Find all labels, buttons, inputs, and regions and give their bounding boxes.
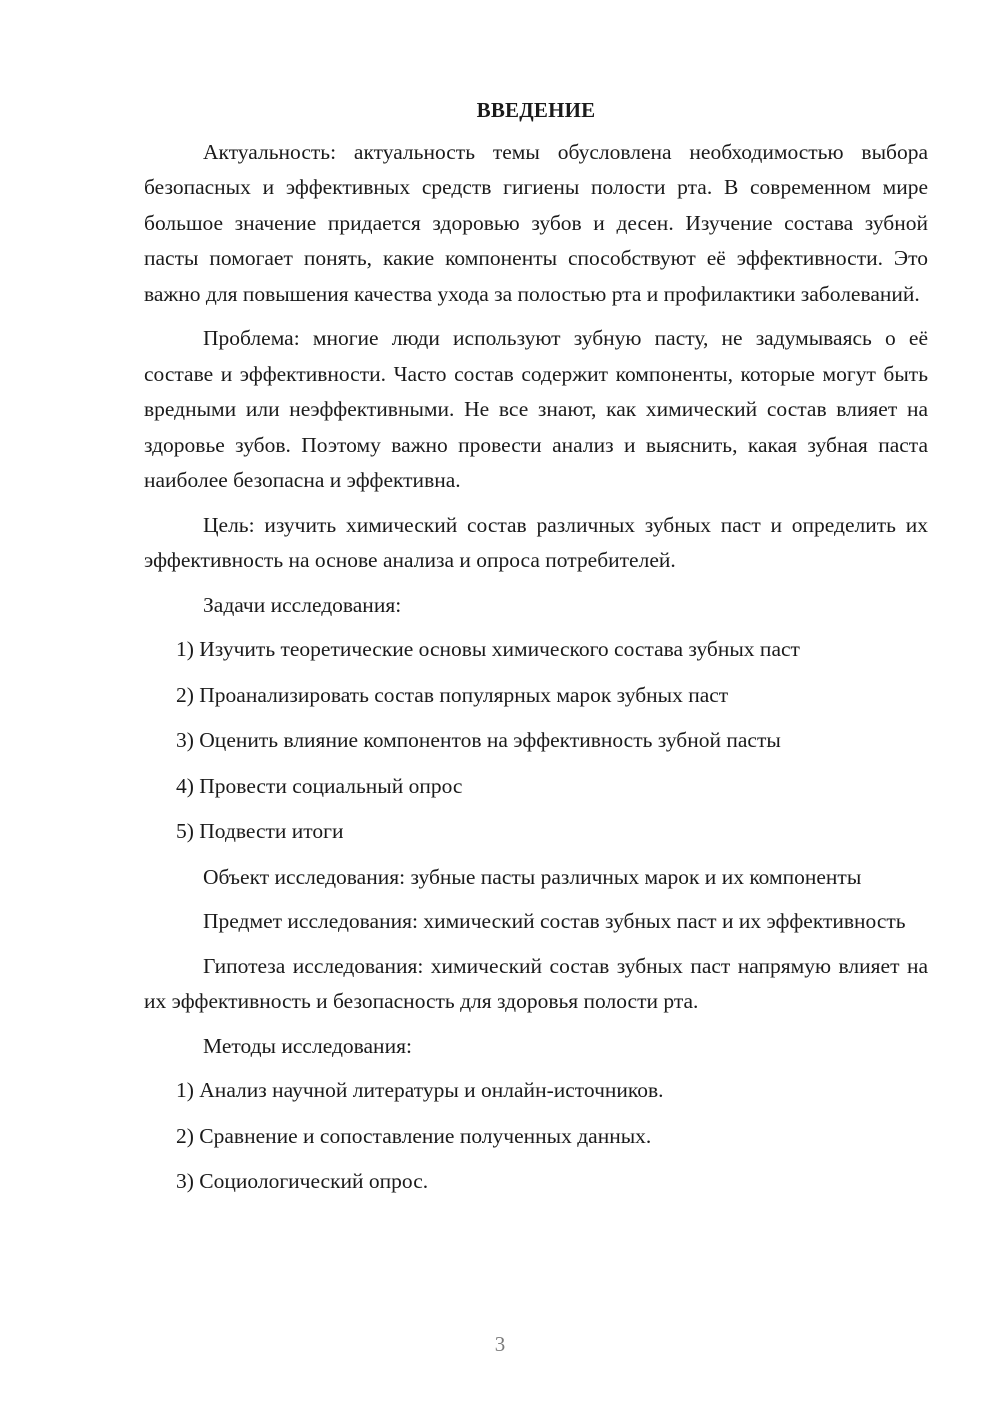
section-title: ВВЕДЕНИЕ — [476, 98, 596, 122]
hypothesis-paragraph: Гипотеза исследования: химический состав зубных паст напрямую влияет на их эффективность и безопасность для здоровья полости рта. — [144, 953, 928, 1013]
task-item: 3) Оценить влияние компонентов на эффективность зубной пасты — [176, 728, 781, 752]
task-item: 1) Изучить теоретические основы химического состава зубных паст — [176, 637, 800, 661]
method-item: 1) Анализ научной литературы и онлайн-источников. — [176, 1078, 664, 1102]
task-item: 2) Проанализировать состав популярных марок зубных паст — [176, 682, 729, 707]
methods-label: Методы исследования: — [203, 1033, 412, 1058]
object-paragraph: Объект исследования: зубные пасты различных марок и их компоненты — [203, 864, 862, 889]
tasks-list — [144, 632, 928, 860]
method-item: 2) Сравнение и сопоставление полученных данных. — [176, 1123, 652, 1148]
task-item: 5) Подвести итоги — [176, 819, 344, 843]
goal-paragraph: Цель: изучить химический состав различных зубных паст и определить их эффективность на основе анализа и опроса потребителей. — [144, 512, 928, 572]
subject-paragraph: Предмет исследования: химический состав зубных паст и их эффективность — [203, 909, 906, 933]
task-item: 4) Провести социальный опрос — [176, 773, 463, 798]
tasks-label: Задачи исследования: — [203, 592, 402, 617]
page-number: 3 — [494, 1332, 506, 1356]
page-content — [144, 93, 928, 1210]
methods-list — [144, 1073, 928, 1210]
relevance-paragraph: Актуальность: актуальность темы обусловлена необходимостью выбора безопасных и эффективных средств гигиены полости рта. В современном мире большое значение придается здоровью зубов и десен. Изучение состава зубной пасты помогает понять, какие компоненты способствуют её эффективности. Это важно для повышения качества ухода за полостью рта и профилактики заболеваний. — [144, 139, 928, 306]
problem-paragraph: Проблема: многие люди используют зубную пасту, не задумываясь о её составе и эффективности. Часто состав содержит компоненты, которые могут быть вредными или неэффективными. Не все знают, как химический состав влияет на здоровье зубов. Поэтому важно провести анализ и выяснить, какая зубная паста наиболее безопасна и эффективна. — [144, 326, 928, 492]
method-item: 3) Социологический опрос. — [176, 1169, 429, 1193]
